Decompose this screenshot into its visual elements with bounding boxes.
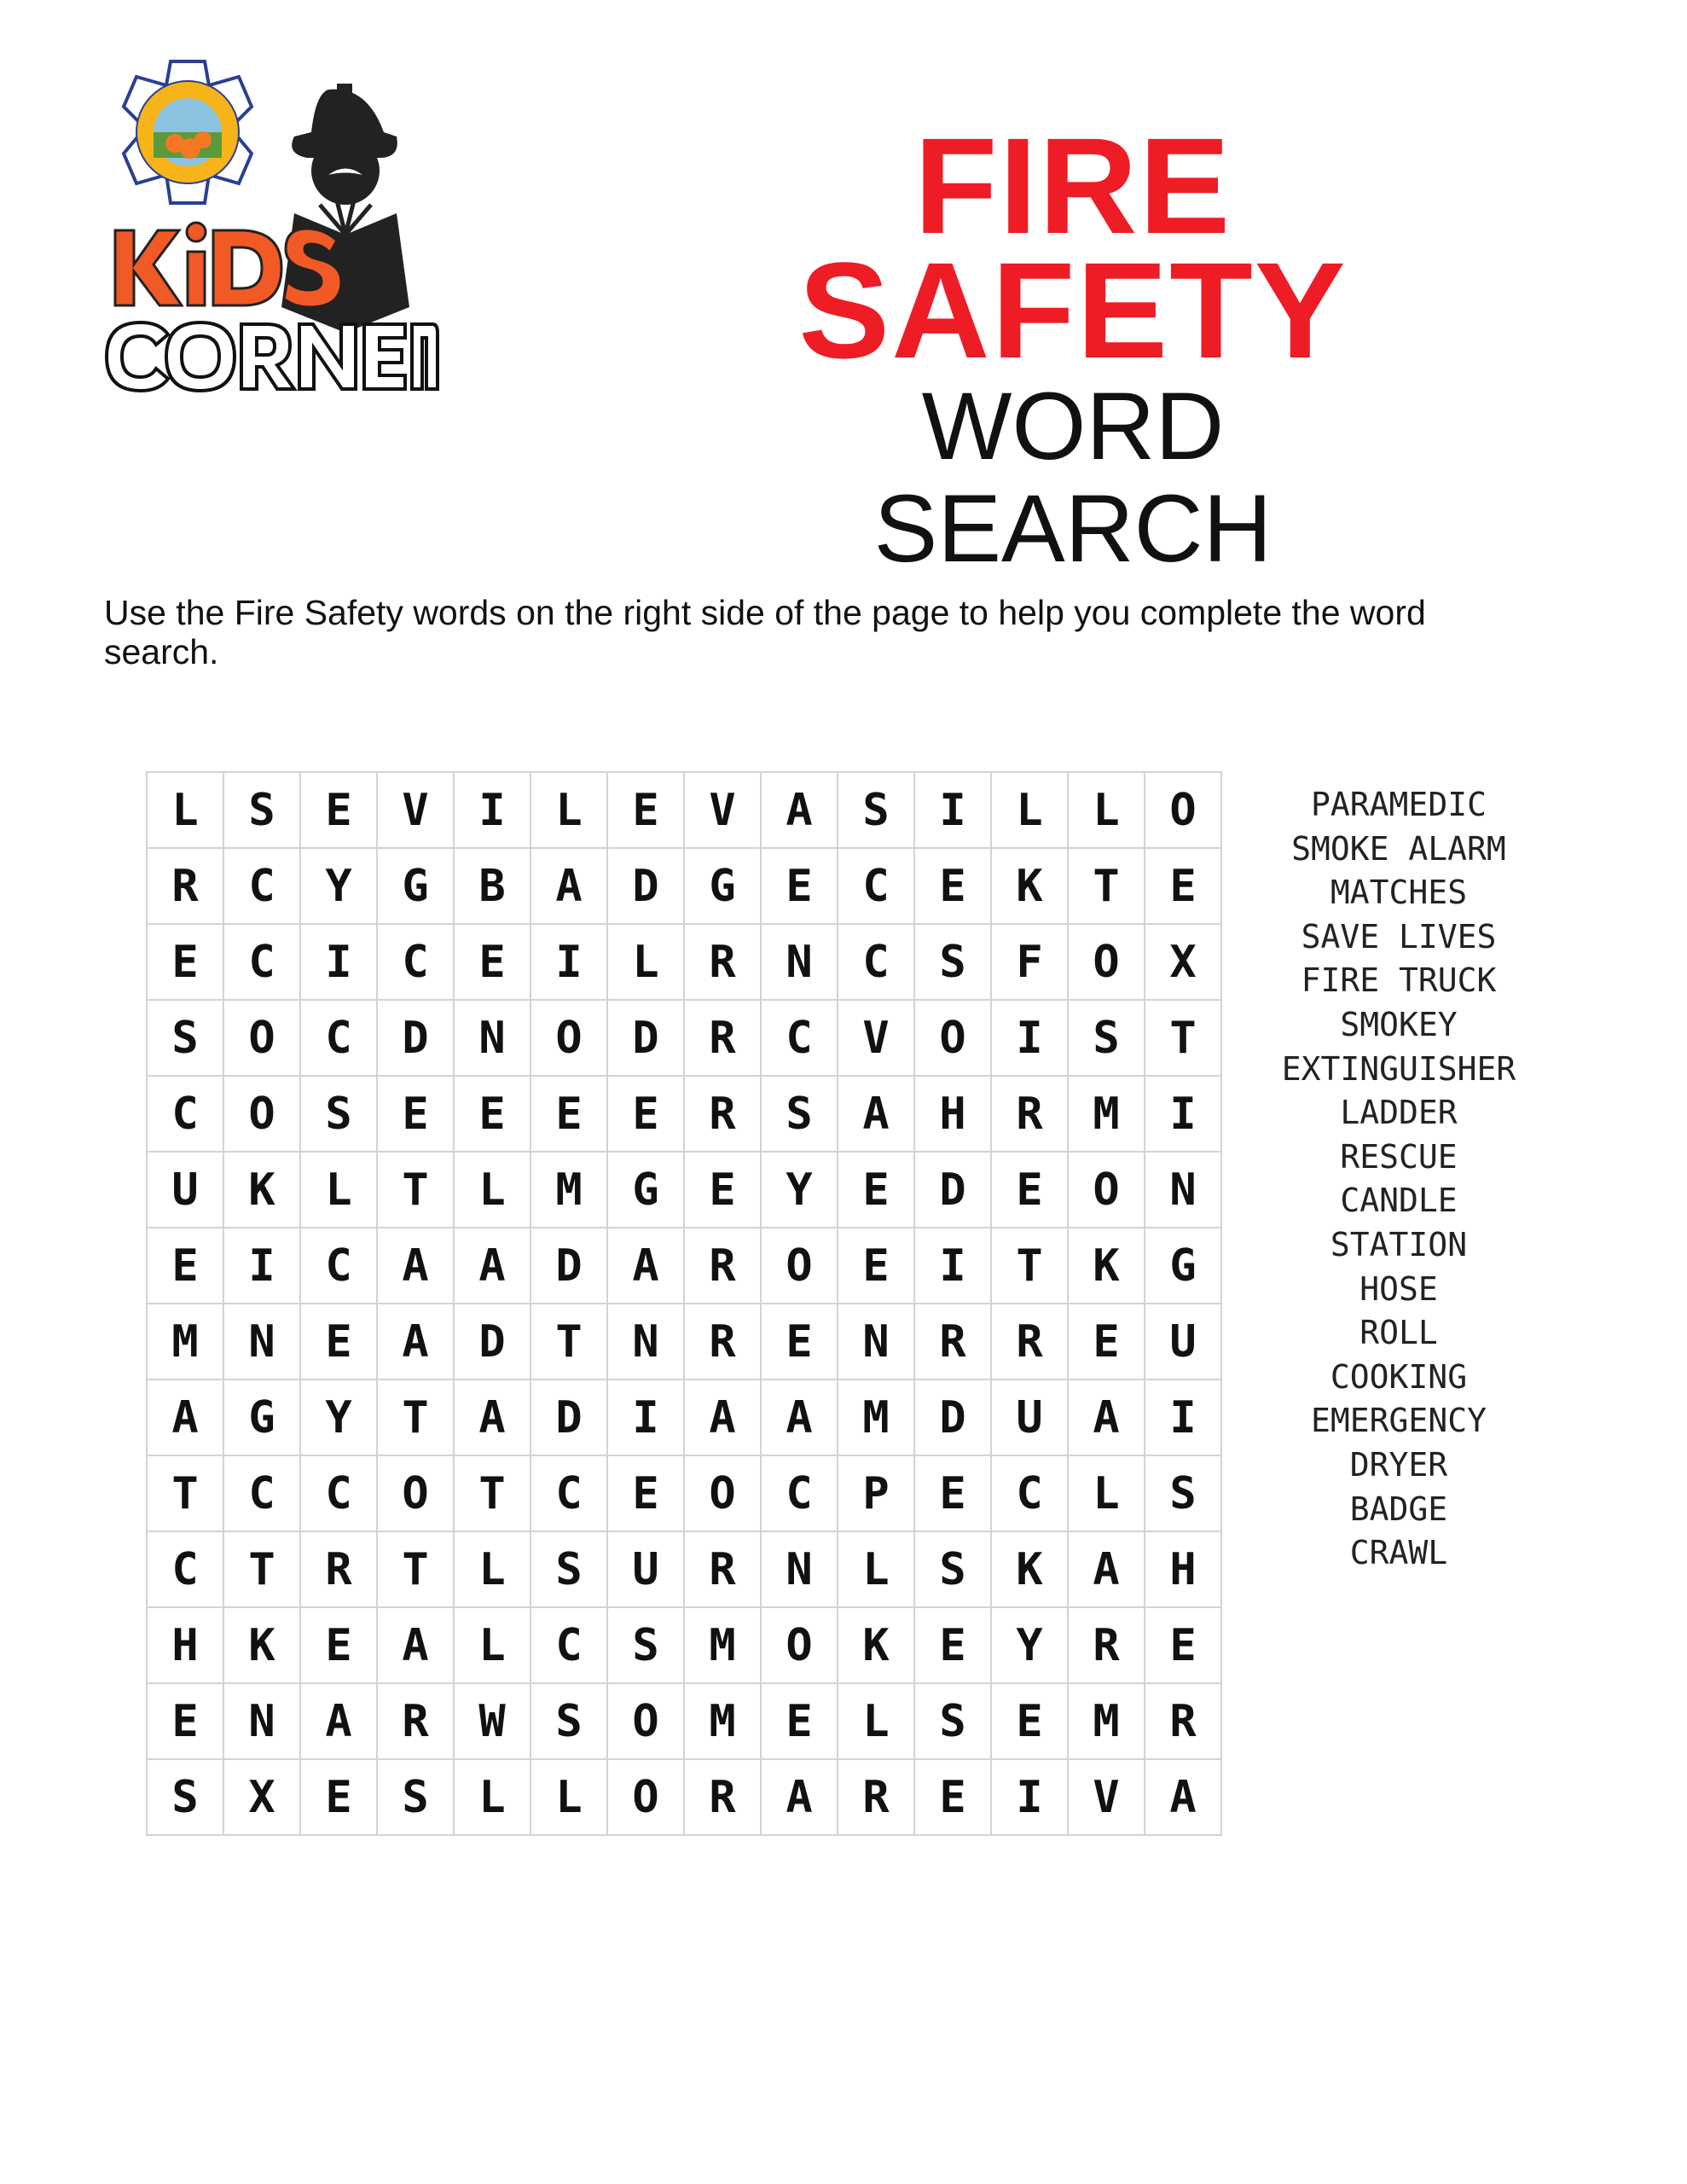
grid-cell[interactable]: V: [1068, 1759, 1145, 1835]
word-list-item: SAVE LIVES: [1301, 917, 1497, 956]
grid-cell[interactable]: L: [530, 1759, 607, 1835]
grid-cell[interactable]: M: [684, 1607, 761, 1683]
word-list-item: RESCUE: [1340, 1137, 1458, 1176]
grid-cell[interactable]: R: [991, 1304, 1068, 1380]
grid-cell[interactable]: N: [223, 1304, 300, 1380]
grid-cell[interactable]: E: [761, 1304, 838, 1380]
grid-cell[interactable]: I: [223, 1228, 300, 1304]
grid-cell[interactable]: E: [914, 1607, 991, 1683]
grid-cell[interactable]: E: [147, 924, 223, 1000]
grid-cell[interactable]: E: [607, 1076, 684, 1152]
grid-cell[interactable]: S: [530, 1683, 607, 1759]
grid-cell[interactable]: K: [1068, 1228, 1145, 1304]
grid-cell[interactable]: C: [377, 924, 454, 1000]
word-list: [1228, 783, 1569, 1576]
grid-cell[interactable]: T: [377, 1380, 454, 1455]
grid-row: [147, 1304, 1221, 1380]
grid-cell[interactable]: Y: [991, 1607, 1068, 1683]
grid-cell[interactable]: K: [838, 1607, 914, 1683]
grid-row: [147, 924, 1221, 1000]
grid-cell[interactable]: R: [684, 1304, 761, 1380]
word-list-item: HOSE: [1359, 1269, 1438, 1308]
grid-cell[interactable]: H: [914, 1076, 991, 1152]
grid-cell[interactable]: E: [300, 1607, 377, 1683]
grid-cell[interactable]: C: [147, 1076, 223, 1152]
grid-cell[interactable]: Y: [300, 1380, 377, 1455]
grid-cell[interactable]: E: [607, 1455, 684, 1531]
grid-cell[interactable]: U: [991, 1380, 1068, 1455]
grid-cell[interactable]: D: [607, 848, 684, 924]
grid-cell[interactable]: R: [914, 1304, 991, 1380]
grid-cell[interactable]: E: [761, 848, 838, 924]
word-list-item: MATCHES: [1330, 874, 1468, 912]
grid-cell[interactable]: E: [454, 924, 530, 1000]
grid-cell[interactable]: L: [454, 1531, 530, 1607]
grid-cell[interactable]: O: [1068, 1152, 1145, 1228]
grid-cell[interactable]: A: [454, 1228, 530, 1304]
grid-cell[interactable]: A: [377, 1607, 454, 1683]
grid-cell[interactable]: S: [530, 1531, 607, 1607]
grid-cell[interactable]: O: [761, 1607, 838, 1683]
grid-cell[interactable]: R: [684, 924, 761, 1000]
grid-cell[interactable]: S: [300, 1076, 377, 1152]
grid-row: [147, 1531, 1221, 1607]
grid-cell[interactable]: X: [223, 1759, 300, 1835]
grid-cell[interactable]: K: [223, 1607, 300, 1683]
word-list-item: SMOKEY: [1340, 1005, 1458, 1043]
grid-cell[interactable]: R: [684, 1531, 761, 1607]
grid-cell[interactable]: U: [1145, 1304, 1221, 1380]
grid-cell[interactable]: H: [147, 1607, 223, 1683]
grid-cell[interactable]: S: [1068, 1000, 1145, 1076]
grid-cell[interactable]: R: [684, 1000, 761, 1076]
grid-cell[interactable]: U: [147, 1152, 223, 1228]
grid-cell[interactable]: M: [1068, 1683, 1145, 1759]
grid-cell[interactable]: S: [914, 924, 991, 1000]
grid-cell[interactable]: T: [147, 1455, 223, 1531]
word-list-item: LADDER: [1340, 1094, 1458, 1132]
grid-cell[interactable]: G: [377, 848, 454, 924]
grid-cell[interactable]: C: [223, 1455, 300, 1531]
grid-cell[interactable]: M: [530, 1152, 607, 1228]
word-list-item: STATION: [1330, 1225, 1468, 1263]
grid-cell[interactable]: R: [684, 1759, 761, 1835]
grid-cell[interactable]: T: [454, 1455, 530, 1531]
grid-row: [147, 772, 1221, 848]
grid-cell[interactable]: N: [223, 1683, 300, 1759]
grid-cell[interactable]: C: [991, 1455, 1068, 1531]
grid-row: [147, 1228, 1221, 1304]
grid-cell[interactable]: D: [607, 1000, 684, 1076]
grid-cell[interactable]: E: [1145, 1607, 1221, 1683]
grid-cell[interactable]: T: [1145, 1000, 1221, 1076]
grid-cell[interactable]: R: [991, 1076, 1068, 1152]
grid-cell[interactable]: L: [454, 1152, 530, 1228]
grid-cell[interactable]: A: [377, 1304, 454, 1380]
grid-cell[interactable]: C: [147, 1531, 223, 1607]
grid-cell[interactable]: S: [761, 1076, 838, 1152]
grid-cell[interactable]: L: [1068, 772, 1145, 848]
grid-cell[interactable]: O: [761, 1228, 838, 1304]
grid-cell[interactable]: Y: [761, 1152, 838, 1228]
grid-cell[interactable]: L: [991, 772, 1068, 848]
grid-cell[interactable]: K: [991, 1531, 1068, 1607]
grid-cell[interactable]: I: [454, 772, 530, 848]
kids-corner-logo: [81, 51, 439, 401]
grid-cell[interactable]: D: [454, 1304, 530, 1380]
grid-cell[interactable]: P: [838, 1455, 914, 1531]
grid-cell[interactable]: A: [147, 1380, 223, 1455]
grid-cell[interactable]: I: [1145, 1076, 1221, 1152]
grid-cell[interactable]: T: [223, 1531, 300, 1607]
grid-cell[interactable]: E: [991, 1683, 1068, 1759]
grid-cell[interactable]: V: [838, 1000, 914, 1076]
grid-cell[interactable]: T: [530, 1304, 607, 1380]
grid-cell[interactable]: D: [914, 1380, 991, 1455]
grid-cell[interactable]: N: [607, 1304, 684, 1380]
grid-cell[interactable]: A: [761, 1759, 838, 1835]
grid-row: [147, 1076, 1221, 1152]
grid-cell[interactable]: D: [914, 1152, 991, 1228]
grid-cell[interactable]: O: [914, 1000, 991, 1076]
grid-cell[interactable]: G: [607, 1152, 684, 1228]
grid-cell[interactable]: L: [454, 1607, 530, 1683]
grid-cell[interactable]: X: [1145, 924, 1221, 1000]
title-safety: SAFETY: [798, 234, 1348, 386]
grid-cell[interactable]: E: [300, 1304, 377, 1380]
grid-cell[interactable]: G: [684, 848, 761, 924]
word-list-item: COOKING: [1330, 1357, 1468, 1396]
grid-cell[interactable]: R: [300, 1531, 377, 1607]
grid-cell[interactable]: T: [1068, 848, 1145, 924]
grid-cell[interactable]: M: [838, 1380, 914, 1455]
grid-cell[interactable]: V: [684, 772, 761, 848]
title-fire: FIRE: [913, 109, 1232, 262]
grid-cell[interactable]: E: [1068, 1304, 1145, 1380]
grid-cell[interactable]: C: [300, 1455, 377, 1531]
grid-cell[interactable]: E: [991, 1152, 1068, 1228]
grid-cell[interactable]: C: [838, 848, 914, 924]
grid-cell[interactable]: M: [1068, 1076, 1145, 1152]
grid-cell[interactable]: S: [377, 1759, 454, 1835]
title-word-search: WORD SEARCH: [873, 373, 1272, 582]
grid-cell[interactable]: A: [1068, 1531, 1145, 1607]
grid-row: [147, 1683, 1221, 1759]
grid-cell[interactable]: T: [377, 1152, 454, 1228]
grid-cell[interactable]: F: [991, 924, 1068, 1000]
grid-cell[interactable]: E: [607, 772, 684, 848]
grid-cell[interactable]: Y: [300, 848, 377, 924]
grid-cell[interactable]: O: [223, 1076, 300, 1152]
grid-cell[interactable]: B: [454, 848, 530, 924]
grid-cell[interactable]: N: [838, 1304, 914, 1380]
grid-cell[interactable]: U: [607, 1531, 684, 1607]
grid-cell[interactable]: H: [1145, 1531, 1221, 1607]
grid-cell[interactable]: E: [914, 1455, 991, 1531]
grid-cell[interactable]: O: [607, 1759, 684, 1835]
grid-cell[interactable]: S: [914, 1531, 991, 1607]
grid-cell[interactable]: N: [761, 1531, 838, 1607]
grid-cell[interactable]: A: [607, 1228, 684, 1304]
grid-cell[interactable]: S: [607, 1607, 684, 1683]
grid-cell[interactable]: A: [530, 848, 607, 924]
grid-cell[interactable]: C: [223, 924, 300, 1000]
grid-cell[interactable]: A: [1145, 1759, 1221, 1835]
word-list-item: ROLL: [1359, 1314, 1438, 1352]
grid-row: [147, 1455, 1221, 1531]
grid-cell[interactable]: E: [377, 1076, 454, 1152]
corner-wordmark: [107, 322, 438, 391]
grid-cell[interactable]: R: [1068, 1607, 1145, 1683]
grid-cell[interactable]: D: [377, 1000, 454, 1076]
grid-cell[interactable]: E: [838, 1228, 914, 1304]
grid-cell[interactable]: L: [1068, 1455, 1145, 1531]
word-list-item: BADGE: [1349, 1490, 1448, 1528]
grid-cell[interactable]: G: [1145, 1228, 1221, 1304]
grid-cell[interactable]: S: [914, 1683, 991, 1759]
grid-cell[interactable]: E: [530, 1076, 607, 1152]
grid-cell[interactable]: V: [377, 772, 454, 848]
grid-cell[interactable]: A: [761, 1380, 838, 1455]
grid-row: [147, 848, 1221, 924]
word-list-item: PARAMEDIC: [1311, 786, 1487, 823]
word-list-item: EXTINGUISHER: [1281, 1049, 1516, 1088]
grid-cell[interactable]: E: [914, 1759, 991, 1835]
grid-cell[interactable]: S: [147, 1759, 223, 1835]
grid-cell[interactable]: A: [684, 1380, 761, 1455]
grid-cell[interactable]: C: [530, 1455, 607, 1531]
grid-cell[interactable]: O: [223, 1000, 300, 1076]
grid-cell[interactable]: E: [914, 848, 991, 924]
grid-cell[interactable]: A: [1068, 1380, 1145, 1455]
grid-cell[interactable]: E: [147, 1683, 223, 1759]
grid-cell[interactable]: R: [377, 1683, 454, 1759]
grid-cell[interactable]: C: [223, 848, 300, 924]
word-search-grid: [146, 771, 1222, 1836]
grid-cell[interactable]: D: [530, 1228, 607, 1304]
grid-cell[interactable]: R: [684, 1228, 761, 1304]
grid-cell[interactable]: L: [607, 924, 684, 1000]
word-list-item: FIRE TRUCK: [1301, 961, 1497, 1000]
grid-cell[interactable]: E: [838, 1152, 914, 1228]
grid-cell[interactable]: I: [300, 924, 377, 1000]
grid-cell[interactable]: S: [147, 1000, 223, 1076]
grid-cell[interactable]: G: [223, 1380, 300, 1455]
grid-cell[interactable]: T: [991, 1228, 1068, 1304]
grid-cell[interactable]: L: [454, 1759, 530, 1835]
grid-row: [147, 1152, 1221, 1228]
grid-cell[interactable]: E: [454, 1076, 530, 1152]
grid-cell[interactable]: O: [607, 1683, 684, 1759]
grid-cell[interactable]: A: [761, 772, 838, 848]
grid-cell[interactable]: I: [914, 772, 991, 848]
grid-cell[interactable]: D: [530, 1380, 607, 1455]
grid-cell[interactable]: O: [1068, 924, 1145, 1000]
grid-cell[interactable]: R: [147, 848, 223, 924]
grid-cell[interactable]: O: [377, 1455, 454, 1531]
grid-cell[interactable]: C: [530, 1607, 607, 1683]
grid-row: [147, 1607, 1221, 1683]
grid-cell[interactable]: O: [1145, 772, 1221, 848]
grid-cell[interactable]: E: [147, 1228, 223, 1304]
grid-cell[interactable]: I: [991, 1759, 1068, 1835]
grid-cell[interactable]: L: [300, 1152, 377, 1228]
grid-cell[interactable]: L: [838, 1683, 914, 1759]
grid-cell[interactable]: I: [1145, 1380, 1221, 1455]
kids-wordmark: [115, 223, 341, 307]
grid-row: [147, 1000, 1221, 1076]
grid-cell[interactable]: N: [454, 1000, 530, 1076]
word-list-item: DRYER: [1349, 1445, 1448, 1484]
grid-cell[interactable]: L: [147, 772, 223, 848]
grid-cell[interactable]: C: [761, 1455, 838, 1531]
grid-cell[interactable]: S: [1145, 1455, 1221, 1531]
grid-cell[interactable]: S: [223, 772, 300, 848]
grid-cell[interactable]: A: [838, 1076, 914, 1152]
grid-row: [147, 1380, 1221, 1455]
grid-cell[interactable]: C: [300, 1228, 377, 1304]
grid-cell[interactable]: M: [684, 1683, 761, 1759]
grid-cell[interactable]: K: [223, 1152, 300, 1228]
grid-cell[interactable]: A: [377, 1228, 454, 1304]
grid-cell[interactable]: T: [377, 1531, 454, 1607]
grid-cell[interactable]: E: [300, 1759, 377, 1835]
grid-cell[interactable]: M: [147, 1304, 223, 1380]
grid-cell[interactable]: O: [530, 1000, 607, 1076]
grid-cell[interactable]: I: [991, 1000, 1068, 1076]
grid-cell[interactable]: E: [1145, 848, 1221, 924]
grid-cell[interactable]: W: [454, 1683, 530, 1759]
grid-cell[interactable]: C: [761, 1000, 838, 1076]
grid-cell[interactable]: A: [454, 1380, 530, 1455]
grid-cell[interactable]: K: [991, 848, 1068, 924]
grid-cell[interactable]: I: [607, 1380, 684, 1455]
grid-cell[interactable]: R: [684, 1076, 761, 1152]
grid-cell[interactable]: L: [530, 772, 607, 848]
grid-cell[interactable]: E: [761, 1683, 838, 1759]
grid-cell[interactable]: I: [914, 1228, 991, 1304]
grid-cell[interactable]: N: [1145, 1152, 1221, 1228]
grid-cell[interactable]: A: [300, 1683, 377, 1759]
ocfa-seal-icon: [124, 61, 252, 203]
grid-cell[interactable]: C: [300, 1000, 377, 1076]
grid-cell[interactable]: S: [838, 772, 914, 848]
word-list-item: SMOKE ALARM: [1291, 829, 1506, 868]
grid-cell[interactable]: N: [761, 924, 838, 1000]
grid-cell[interactable]: E: [300, 772, 377, 848]
instructions: Use the Fire Safety words on the right side of the page to help you complete the word search.: [104, 593, 1426, 671]
grid-cell[interactable]: I: [530, 924, 607, 1000]
grid-cell[interactable]: R: [1145, 1683, 1221, 1759]
word-list-item: CANDLE: [1340, 1182, 1458, 1220]
grid-cell[interactable]: O: [684, 1455, 761, 1531]
word-list-item: EMERGENCY: [1311, 1402, 1487, 1440]
grid-cell[interactable]: R: [838, 1759, 914, 1835]
grid-cell[interactable]: L: [838, 1531, 914, 1607]
word-list-item: CRAWL: [1349, 1534, 1448, 1572]
grid-cell[interactable]: C: [838, 924, 914, 1000]
grid-row: [147, 1759, 1221, 1835]
grid-cell[interactable]: E: [684, 1152, 761, 1228]
